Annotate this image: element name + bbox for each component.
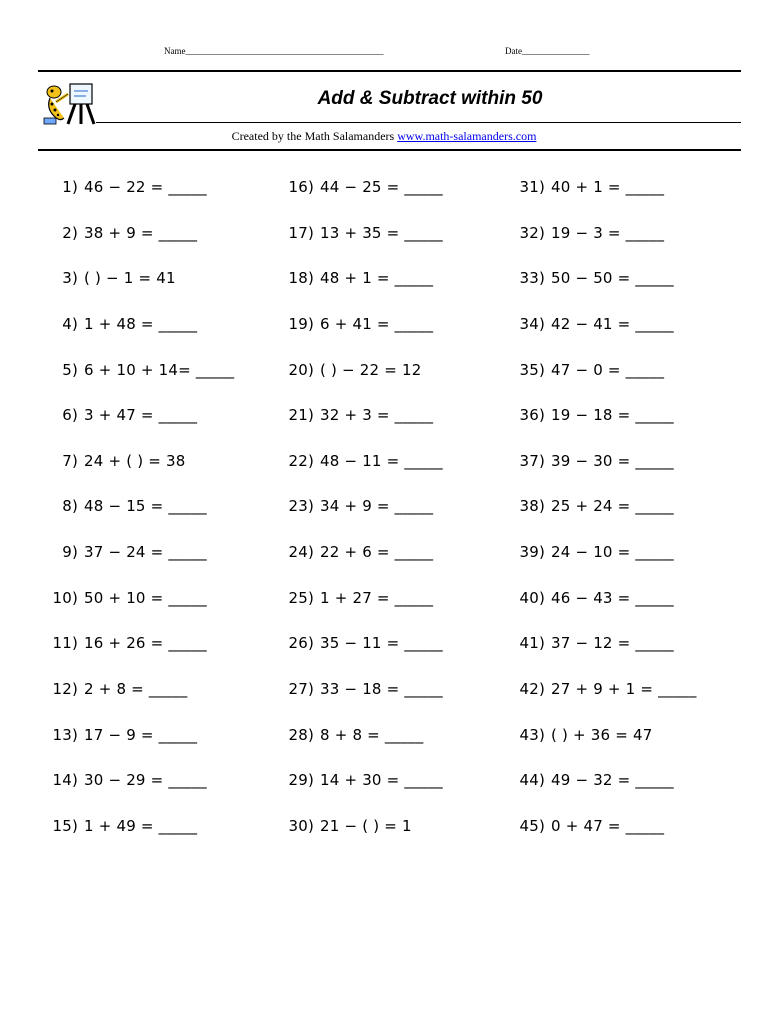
top-divider (38, 70, 741, 72)
question-text: 48 + 1 = _____ (320, 269, 434, 288)
question-item (276, 495, 443, 541)
question-number: 20) (288, 360, 314, 379)
question-number: 42) (519, 680, 545, 699)
question-text: 1 + 27 = _____ (320, 588, 434, 607)
question-text: 24 − 10 = _____ (551, 543, 674, 562)
question-number: 6) (62, 406, 78, 425)
worksheet-title: Add & Subtract within 50 (317, 88, 543, 109)
question-item (507, 450, 697, 496)
question-item (507, 769, 697, 815)
question-item (507, 404, 697, 450)
question-text: 6 + 10 + 14= _____ (84, 360, 235, 379)
question-number: 39) (519, 543, 545, 562)
title-underline (96, 122, 741, 123)
question-number: 18) (288, 269, 314, 288)
question-number: 30) (288, 816, 314, 835)
question-text: 19 − 3 = _____ (551, 223, 665, 242)
question-number: 23) (288, 497, 314, 516)
question-number: 22) (288, 451, 314, 470)
question-number: 12) (52, 680, 78, 699)
credit-line (0, 129, 768, 144)
question-text: ( ) − 22 = 12 (320, 360, 422, 379)
date-field-label: Date_______________ (505, 46, 590, 56)
question-number: 21) (288, 406, 314, 425)
question-item (276, 541, 443, 587)
question-column-2 (276, 176, 443, 861)
question-item (40, 724, 234, 770)
question-item (40, 222, 234, 268)
question-number: 19) (288, 314, 314, 333)
question-number: 38) (519, 497, 545, 516)
name-field-label: Name____________________________________________ (164, 46, 384, 56)
question-number: 40) (519, 588, 545, 607)
question-item (507, 359, 697, 405)
website-link[interactable]: www.math-salamanders.com (397, 129, 537, 143)
question-text: 46 − 43 = _____ (551, 588, 674, 607)
question-item (40, 313, 234, 359)
question-number: 16) (288, 178, 314, 196)
question-text: 32 + 3 = _____ (320, 406, 434, 425)
question-number: 2) (62, 223, 78, 242)
question-number: 34) (519, 314, 545, 333)
question-item (40, 404, 234, 450)
question-number: 15) (52, 816, 78, 835)
question-text: 3 + 47 = _____ (84, 406, 198, 425)
question-text: 24 + ( ) = 38 (84, 451, 186, 470)
question-item (276, 222, 443, 268)
question-item (276, 404, 443, 450)
question-item (507, 678, 697, 724)
question-number: 4) (62, 314, 78, 333)
question-text: 27 + 9 + 1 = _____ (551, 680, 697, 699)
question-text: ( ) − 1 = 41 (84, 269, 176, 288)
question-number: 26) (288, 634, 314, 653)
question-item (507, 724, 697, 770)
question-number: 17) (288, 223, 314, 242)
question-item (276, 815, 443, 861)
question-text: 37 − 24 = _____ (84, 543, 207, 562)
question-number: 31) (519, 178, 545, 196)
question-text: 8 + 8 = _____ (320, 725, 424, 744)
question-column-1 (40, 176, 234, 861)
question-text: 0 + 47 = _____ (551, 816, 665, 835)
question-item (507, 632, 697, 678)
question-text: 49 − 32 = _____ (551, 771, 674, 790)
question-number: 41) (519, 634, 545, 653)
question-text: 22 + 6 = _____ (320, 543, 434, 562)
question-text: 21 − ( ) = 1 (320, 816, 412, 835)
question-item (507, 267, 697, 313)
question-number: 5) (62, 360, 78, 379)
question-number: 10) (52, 588, 78, 607)
question-item (276, 267, 443, 313)
question-number: 32) (519, 223, 545, 242)
question-text: 17 − 9 = _____ (84, 725, 198, 744)
question-text: 47 − 0 = _____ (551, 360, 665, 379)
question-text: 25 + 24 = _____ (551, 497, 674, 516)
question-item (40, 359, 234, 405)
question-number: 7) (62, 451, 78, 470)
question-item (40, 587, 234, 633)
header-bottom-divider (38, 149, 741, 151)
question-item (276, 450, 443, 496)
question-text: 1 + 48 = _____ (84, 314, 198, 333)
question-text: 50 − 50 = _____ (551, 269, 674, 288)
question-text: 1 + 49 = _____ (84, 816, 198, 835)
question-text: 14 + 30 = _____ (320, 771, 443, 790)
question-number: 43) (519, 725, 545, 744)
question-number: 45) (519, 816, 545, 835)
question-number: 28) (288, 725, 314, 744)
question-number: 37) (519, 451, 545, 470)
question-column-3 (507, 176, 697, 861)
question-number: 14) (52, 771, 78, 790)
name-label-text: Name (164, 46, 186, 56)
question-text: 42 − 41 = _____ (551, 314, 674, 333)
question-text: 38 + 9 = _____ (84, 223, 198, 242)
question-number: 44) (519, 771, 545, 790)
question-text: 48 − 15 = _____ (84, 497, 207, 516)
question-item (507, 222, 697, 268)
question-text: 50 + 10 = _____ (84, 588, 207, 607)
question-item (40, 632, 234, 678)
question-item (276, 313, 443, 359)
question-text: 33 − 18 = _____ (320, 680, 443, 699)
question-item (40, 769, 234, 815)
question-item (507, 495, 697, 541)
question-number: 29) (288, 771, 314, 790)
question-text: 34 + 9 = _____ (320, 497, 434, 516)
question-number: 8) (62, 497, 78, 516)
question-item (276, 587, 443, 633)
question-text: 48 − 11 = _____ (320, 451, 443, 470)
question-item (507, 176, 697, 222)
question-number: 9) (62, 543, 78, 562)
question-text: 40 + 1 = _____ (551, 178, 665, 196)
question-text: 30 − 29 = _____ (84, 771, 207, 790)
question-text: 44 − 25 = _____ (320, 178, 443, 196)
question-text: 37 − 12 = _____ (551, 634, 674, 653)
question-text: 46 − 22 = _____ (84, 178, 207, 196)
question-number: 33) (519, 269, 545, 288)
question-item (276, 176, 443, 222)
question-item (276, 678, 443, 724)
question-number: 25) (288, 588, 314, 607)
question-number: 27) (288, 680, 314, 699)
question-text: 16 + 26 = _____ (84, 634, 207, 653)
salamander-logo-icon (40, 82, 96, 126)
question-text: ( ) + 36 = 47 (551, 725, 653, 744)
question-text: 35 − 11 = _____ (320, 634, 443, 653)
question-number: 13) (52, 725, 78, 744)
question-item (276, 769, 443, 815)
question-text: 39 − 30 = _____ (551, 451, 674, 470)
question-item (507, 541, 697, 587)
question-number: 11) (52, 634, 78, 653)
name-date-row (0, 46, 768, 60)
question-item (40, 450, 234, 496)
date-label-text: Date (505, 46, 522, 56)
question-item (507, 313, 697, 359)
question-item (507, 815, 697, 861)
question-number: 24) (288, 543, 314, 562)
question-item (40, 541, 234, 587)
question-text: 13 + 35 = _____ (320, 223, 443, 242)
question-text: 2 + 8 = _____ (84, 680, 188, 699)
question-text: 19 − 18 = _____ (551, 406, 674, 425)
question-number: 1) (62, 178, 78, 196)
question-number: 35) (519, 360, 545, 379)
credit-text: Created by the Math Salamanders (231, 129, 398, 143)
question-item (40, 267, 234, 313)
question-item (276, 359, 443, 405)
question-item (40, 678, 234, 724)
question-item (40, 176, 234, 222)
question-number: 36) (519, 406, 545, 425)
question-item (276, 724, 443, 770)
question-item (276, 632, 443, 678)
question-number: 3) (62, 269, 78, 288)
question-item (40, 495, 234, 541)
question-text: 6 + 41 = _____ (320, 314, 434, 333)
question-item (40, 815, 234, 861)
question-item (507, 587, 697, 633)
